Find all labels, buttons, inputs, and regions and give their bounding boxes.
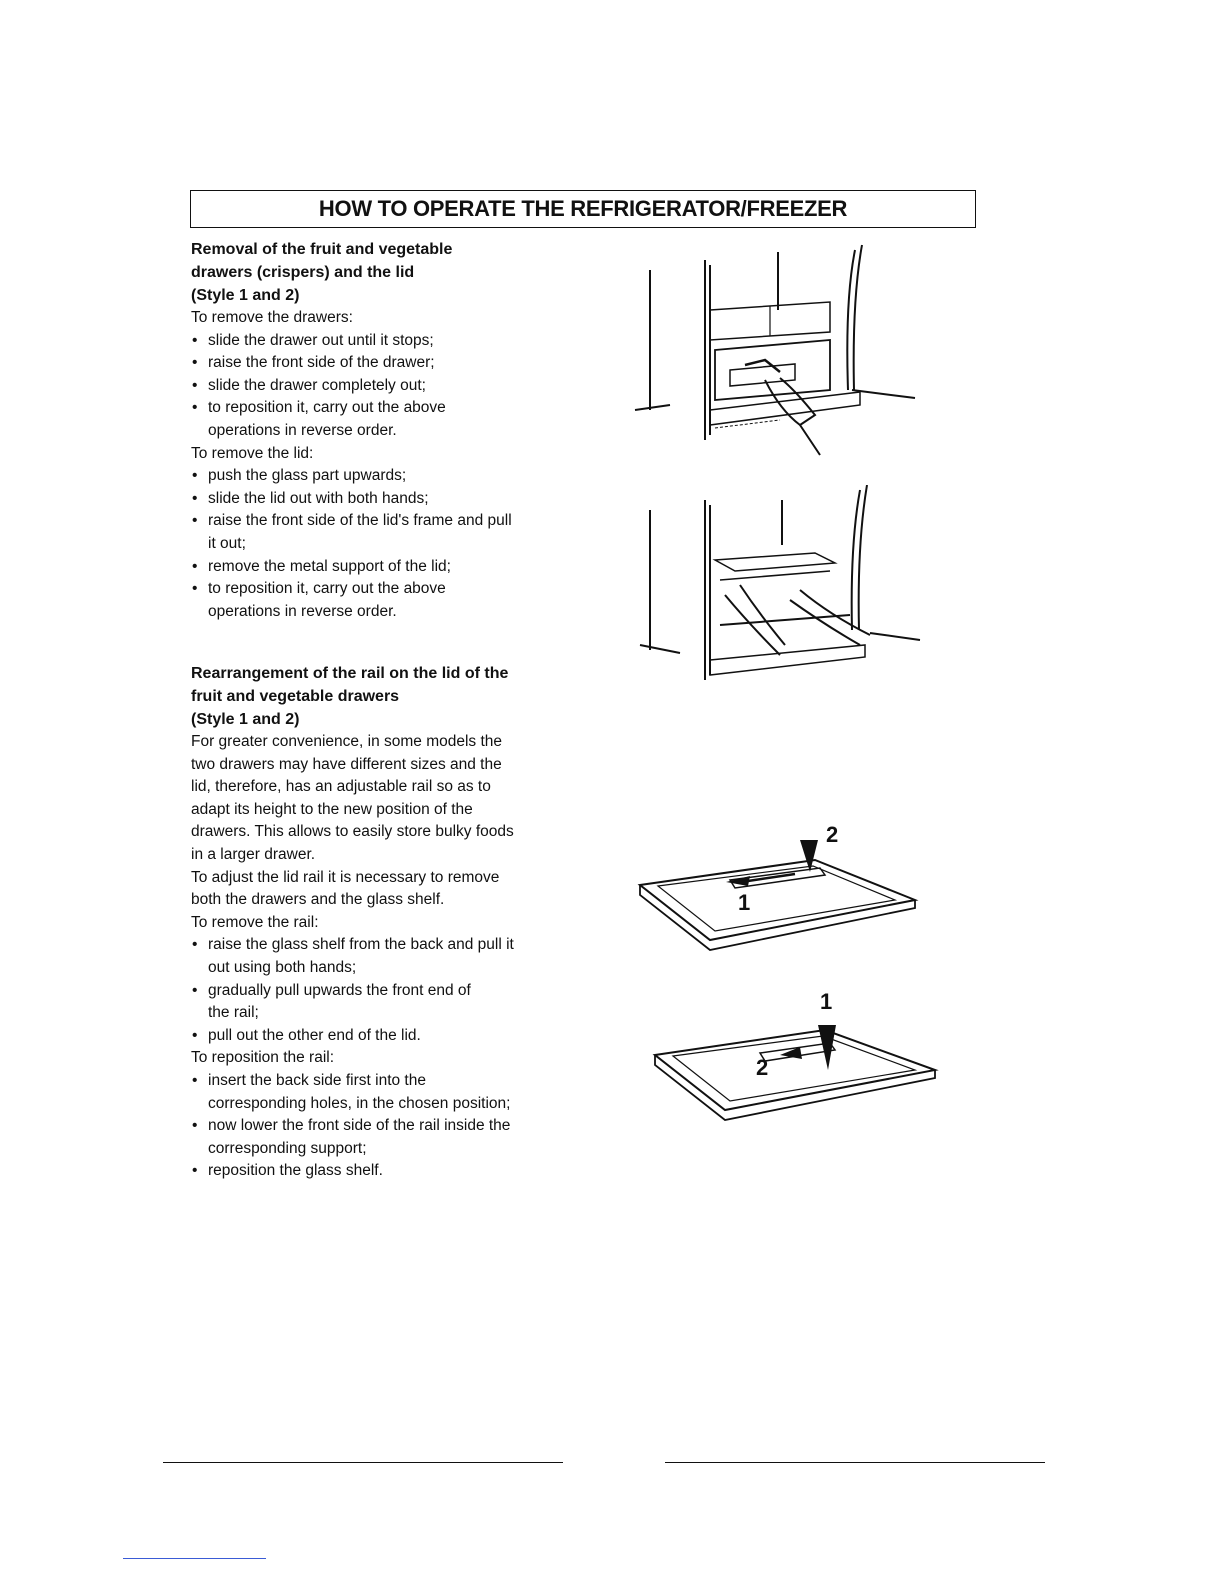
list-item: • to reposition it, carry out the above operations in reverse order. [191,397,571,442]
section1-heading: Removal of the fruit and vegetable drawers (crispers) and the lid (Style 1 and 2) [191,241,453,304]
section-rail-rearrangement [191,662,571,1183]
bottom-link-rule [123,1558,266,1559]
list-item: • raise the glass shelf from the back and pull it out using both hands; [191,934,571,979]
list-item: • gradually pull upwards the front end of the rail; [191,980,571,1025]
figure-step-label: 2 [826,822,839,847]
section2-paragraph: For greater convenience, in some models the two drawers may have different sizes and the lid, therefore, has an adjustable rail so as to adapt its height to the new position of the drawers. This allows to easily store bulky foods in a larger drawer. [191,733,514,863]
rail-removal-illustration [630,820,930,960]
list-item: • pull out the other end of the lid. [191,1025,571,1048]
list-item: • raise the front side of the lid's frame and pull it out; [191,510,571,555]
list-item: • now lower the front side of the rail inside the corresponding support; [191,1115,571,1160]
section-removal-drawers [191,238,571,623]
lid-removal-illustration [630,485,930,685]
figure-step-label: 1 [738,890,751,915]
list-item: • to reposition it, carry out the above operations in reverse order. [191,578,571,623]
rail-reposition-illustration [650,985,950,1125]
list-item: • slide the drawer completely out; [191,375,571,398]
list-item: • reposition the glass shelf. [191,1160,571,1183]
list-item: • push the glass part upwards; [191,465,571,488]
footer-rule-left [163,1462,563,1463]
list-item: • remove the metal support of the lid; [191,556,571,579]
drawer-removal-illustration [630,240,930,460]
footer-rule-right [665,1462,1045,1463]
list-item: • slide the lid out with both hands; [191,488,571,511]
section1-intro-lid: To remove the lid: [191,444,314,462]
figure-step-label: 1 [820,989,833,1014]
section2-heading: Rearrangement of the rail on the lid of the fruit and vegetable drawers (Style 1 and 2) [191,665,509,728]
section-title-box [190,190,976,228]
section2-intro-reposition: To reposition the rail: [191,1049,335,1067]
section1-intro-drawers: To remove the drawers: [191,309,353,326]
page-title: HOW TO OPERATE THE REFRIGERATOR/FREEZER [318,196,848,221]
list-item: • raise the front side of the drawer; [191,352,571,375]
section2-intro-remove: To remove the rail: [191,913,319,931]
list-item: • slide the drawer out until it stops; [191,330,571,353]
section2-paragraph-adjust: To adjust the lid rail it is necessary to remove both the drawers and the glass shelf. [191,868,500,909]
figure-step-label: 2 [756,1055,769,1080]
list-item: • insert the back side first into the corresponding holes, in the chosen position; [191,1070,571,1115]
